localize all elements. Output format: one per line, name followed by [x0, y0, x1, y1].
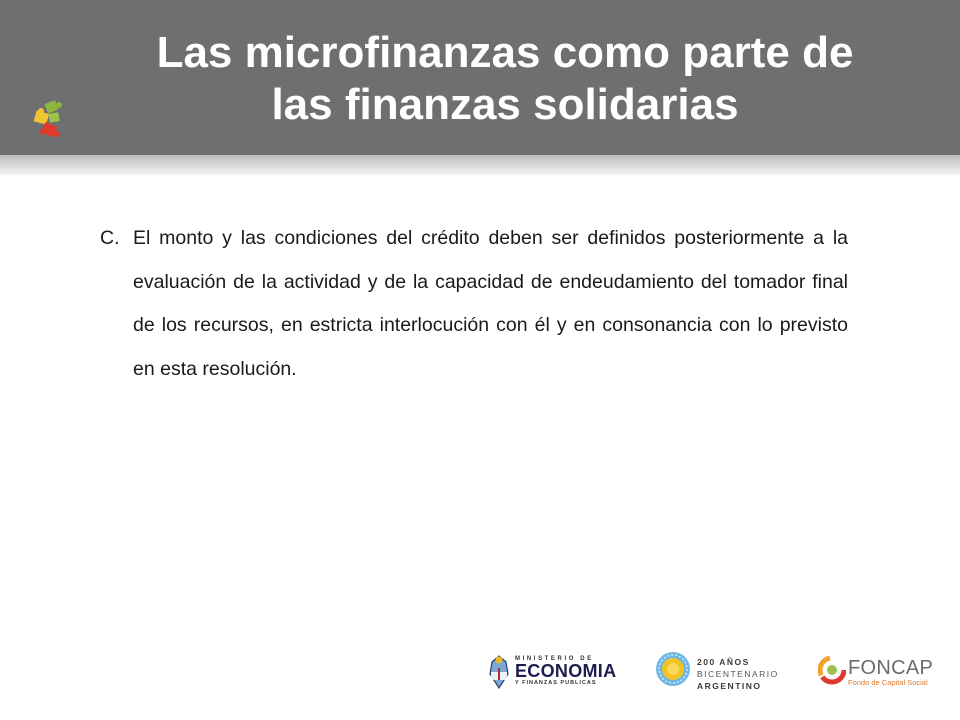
title-line-1: Las microfinanzas como parte de	[156, 28, 854, 77]
item-letter: C.	[100, 227, 120, 249]
ministerio-line-2: ECONOMIA	[515, 661, 617, 681]
foncap-name: FONCAP	[848, 657, 934, 679]
argentina-coat-of-arms-icon	[487, 654, 511, 690]
content-area	[100, 217, 848, 391]
foncap-tagline: Fondo de Capital Social	[848, 678, 928, 687]
page-title	[80, 27, 930, 131]
item-text: El monto y las condiciones del crédito deben ser definidos posteriormente a la evaluación de la actividad y de la capacidad de endeudamiento del tomador final de los recursos, en estricta interlocución con él y en consonancia con lo previsto en esta resolución.	[133, 227, 848, 380]
bicentenario-line-2: BICENTENARIO	[697, 669, 779, 679]
foncap-swirl-icon	[818, 654, 846, 686]
ministerio-line-3: Y FINANZAS PUBLICAS	[515, 680, 597, 686]
sun-emblem-icon	[655, 651, 691, 687]
bicentenario-line-3: ARGENTINO	[697, 681, 762, 691]
ministerio-line-1: MINISTERIO DE	[515, 656, 594, 662]
list-item	[100, 217, 848, 391]
title-line-2: las finanzas solidarias	[271, 80, 739, 129]
puzzle-pieces-icon	[32, 100, 68, 142]
header-shadow	[0, 155, 960, 175]
bicentenario-line-1: 200 AÑOS	[697, 657, 750, 667]
